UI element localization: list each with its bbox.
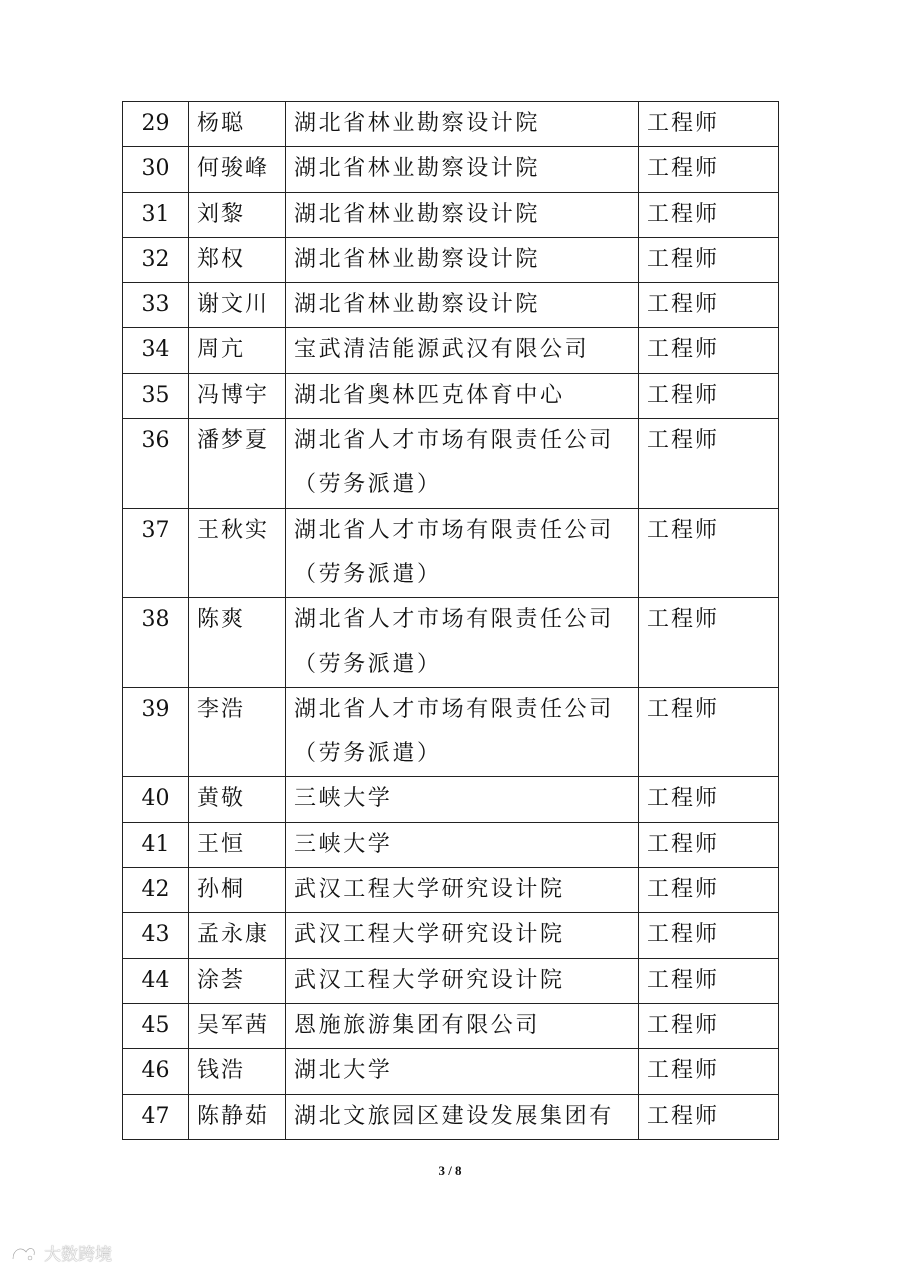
person-name: 陈爽: [189, 598, 286, 688]
professional-title: 工程师: [639, 419, 779, 509]
watermark-text: 大数跨境: [44, 1245, 112, 1265]
professional-title: 工程师: [639, 777, 779, 822]
person-name: 谢文川: [189, 283, 286, 328]
table-row: [123, 283, 779, 328]
professional-title: 工程师: [639, 283, 779, 328]
person-name: 冯博宇: [189, 373, 286, 418]
row-number: 31: [123, 192, 189, 237]
table-row: [123, 777, 779, 822]
row-number: 35: [123, 373, 189, 418]
professional-title: 工程师: [639, 147, 779, 192]
professional-title: 工程师: [639, 687, 779, 777]
person-name: 王秋实: [189, 508, 286, 598]
professional-title: 工程师: [639, 868, 779, 913]
person-name: 陈静茹: [189, 1094, 286, 1139]
work-unit: 湖北省林业勘察设计院: [286, 283, 639, 328]
work-unit: 湖北省林业勘察设计院: [286, 102, 639, 147]
personnel-table: [122, 101, 779, 1140]
work-unit: 三峡大学: [286, 777, 639, 822]
person-name: 刘黎: [189, 192, 286, 237]
row-number: 39: [123, 687, 189, 777]
work-unit: 湖北省人才市场有限责任公司 （劳务派遣）: [286, 687, 639, 777]
professional-title: 工程师: [639, 958, 779, 1003]
professional-title: 工程师: [639, 192, 779, 237]
professional-title: 工程师: [639, 1049, 779, 1094]
person-name: 潘梦夏: [189, 419, 286, 509]
work-unit: 武汉工程大学研究设计院: [286, 958, 639, 1003]
table-row: [123, 237, 779, 282]
work-unit: 宝武清洁能源武汉有限公司: [286, 328, 639, 373]
work-unit: 湖北省人才市场有限责任公司 （劳务派遣）: [286, 508, 639, 598]
professional-title: 工程师: [639, 328, 779, 373]
row-number: 46: [123, 1049, 189, 1094]
person-name: 黄敬: [189, 777, 286, 822]
person-name: 郑权: [189, 237, 286, 282]
row-number: 41: [123, 822, 189, 867]
row-number: 47: [123, 1094, 189, 1139]
watermark: [10, 1240, 112, 1265]
table-row: [123, 958, 779, 1003]
table-row: [123, 147, 779, 192]
person-name: 李浩: [189, 687, 286, 777]
work-unit: 武汉工程大学研究设计院: [286, 868, 639, 913]
table-row: [123, 508, 779, 598]
row-number: 32: [123, 237, 189, 282]
table-row: [123, 373, 779, 418]
row-number: 37: [123, 508, 189, 598]
person-name: 孙桐: [189, 868, 286, 913]
professional-title: 工程师: [639, 508, 779, 598]
row-number: 29: [123, 102, 189, 147]
work-unit: 恩施旅游集团有限公司: [286, 1003, 639, 1048]
table-body: [123, 102, 779, 1140]
table-row: [123, 1049, 779, 1094]
person-name: 杨聪: [189, 102, 286, 147]
work-unit: 湖北大学: [286, 1049, 639, 1094]
table-row: [123, 687, 779, 777]
work-unit: 湖北省林业勘察设计院: [286, 192, 639, 237]
table-row: [123, 1094, 779, 1139]
table-row: [123, 822, 779, 867]
table-row: [123, 913, 779, 958]
professional-title: 工程师: [639, 102, 779, 147]
row-number: 45: [123, 1003, 189, 1048]
work-unit: 湖北省林业勘察设计院: [286, 147, 639, 192]
professional-title: 工程师: [639, 913, 779, 958]
row-number: 40: [123, 777, 189, 822]
work-unit: 三峡大学: [286, 822, 639, 867]
professional-title: 工程师: [639, 237, 779, 282]
professional-title: 工程师: [639, 373, 779, 418]
person-name: 吴军茜: [189, 1003, 286, 1048]
person-name: 王恒: [189, 822, 286, 867]
person-name: 钱浩: [189, 1049, 286, 1094]
work-unit: 湖北省奥林匹克体育中心: [286, 373, 639, 418]
person-name: 孟永康: [189, 913, 286, 958]
row-number: 43: [123, 913, 189, 958]
professional-title: 工程师: [639, 822, 779, 867]
brand-logo-icon: [10, 1243, 38, 1263]
person-name: 何骏峰: [189, 147, 286, 192]
person-name: 涂荟: [189, 958, 286, 1003]
row-number: 44: [123, 958, 189, 1003]
professional-title: 工程师: [639, 1003, 779, 1048]
table-row: [123, 1003, 779, 1048]
table-row: [123, 598, 779, 688]
table-row: [123, 419, 779, 509]
row-number: 42: [123, 868, 189, 913]
work-unit: 武汉工程大学研究设计院: [286, 913, 639, 958]
row-number: 30: [123, 147, 189, 192]
table-row: [123, 328, 779, 373]
work-unit: 湖北文旅园区建设发展集团有: [286, 1094, 639, 1139]
work-unit: 湖北省林业勘察设计院: [286, 237, 639, 282]
table-row: [123, 102, 779, 147]
row-number: 36: [123, 419, 189, 509]
work-unit: 湖北省人才市场有限责任公司 （劳务派遣）: [286, 598, 639, 688]
table-row: [123, 868, 779, 913]
professional-title: 工程师: [639, 1094, 779, 1139]
table-row: [123, 192, 779, 237]
work-unit: 湖北省人才市场有限责任公司 （劳务派遣）: [286, 419, 639, 509]
row-number: 38: [123, 598, 189, 688]
row-number: 34: [123, 328, 189, 373]
page-number: 3 / 8: [438, 1163, 462, 1178]
person-name: 周亢: [189, 328, 286, 373]
row-number: 33: [123, 283, 189, 328]
professional-title: 工程师: [639, 598, 779, 688]
